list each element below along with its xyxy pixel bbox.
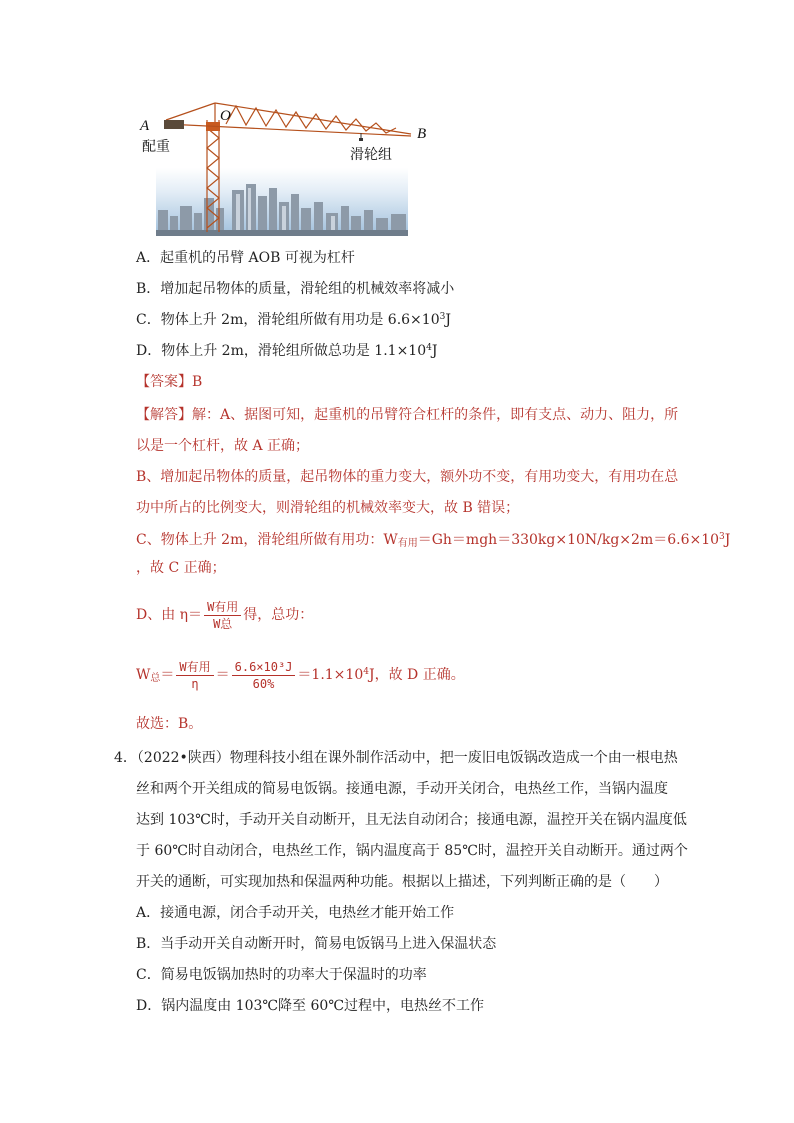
q3-option-c-unit: J xyxy=(445,312,451,328)
q4-option-a: A．接通电源，闭合手动开关，电热丝才能开始工作 xyxy=(136,905,455,921)
q3-option-d-exp: 4 xyxy=(426,343,432,353)
q4-stem-line5: 开关的通断，可实现加热和保温两种功能。根据以上描述，下列判断正确的是（ ） xyxy=(136,874,668,890)
formula-result-post: J，故 D 正确。 xyxy=(368,667,465,683)
q3-option-d-text: D．物体上升 2m，滑轮组所做总功是 1.1×10 xyxy=(136,343,427,359)
q4-option-d: D．锅内温度由 103℃降至 60℃过程中，电热丝不工作 xyxy=(136,998,484,1014)
q4-stem-line3: 达到 103℃时，手动开关自动断开，且无法自动闭合；接通电源，温控开关在锅内温度低 xyxy=(136,812,687,828)
label-counterweight: 配重 xyxy=(142,139,170,155)
label-pulley: 滑轮组 xyxy=(350,147,392,163)
q3-option-d-unit: J xyxy=(431,343,438,359)
analysis-a-line2: 以是一个杠杆，故 A 正确； xyxy=(136,438,310,454)
analysis-c-exp: 3 xyxy=(719,532,725,542)
conclusion: 故选：B。 xyxy=(136,716,203,732)
label-a: A xyxy=(140,118,150,134)
q3-option-b: B．增加起吊物体的质量，滑轮组的机械效率将减小 xyxy=(136,281,455,297)
q3-option-c-text: C．物体上升 2m，滑轮组所做有用功是 6.6×10 xyxy=(136,312,440,328)
q3-answer xyxy=(136,372,202,392)
formula-frac1-num: W有用 xyxy=(176,659,213,676)
total-work-formula xyxy=(136,656,465,698)
analysis-c-line1 xyxy=(136,530,730,554)
formula-frac1-den: η xyxy=(191,676,199,691)
formula-frac2-den: 60% xyxy=(252,676,275,691)
answer-tag: 【答案】 xyxy=(136,374,192,390)
crane-figure xyxy=(136,98,436,238)
analysis-b-line1: B、增加起吊物体的质量，起吊物体的重力变大，额外功不变，有用功变大，有用功在总 xyxy=(136,469,679,485)
answer-value: B xyxy=(192,374,203,390)
label-o: O xyxy=(220,108,231,124)
formula-w: W xyxy=(136,667,151,683)
label-b: B xyxy=(417,126,427,142)
analysis-tag: 【解答】 xyxy=(136,407,192,423)
analysis-b-line2: 功中所占的比例变大，则滑轮组的机械效率变大，故 B 错误； xyxy=(136,500,520,516)
q4-stem-line2: 丝和两个开关组成的简易电饭锅。接通电源，手动开关闭合，电热丝工作，当锅内温度 xyxy=(136,781,668,797)
analysis-d-post: 得，总功： xyxy=(243,607,314,623)
analysis-c-line2: ，故 C 正确； xyxy=(136,560,226,576)
formula-eq2: ＝ xyxy=(215,667,230,683)
analysis-a1: 解：A、据图可知，起重机的吊臂符合杠杆的条件，即有支点、动力、阻力，所 xyxy=(192,407,679,423)
q4-option-b: B．当手动开关自动断开时，简易电饭锅马上进入保温状态 xyxy=(136,936,497,952)
formula-result-exp: 4 xyxy=(363,667,369,677)
analysis-c-post: ＝Gh＝mgh＝330kg×10N/kg×2m＝6.6×10 xyxy=(417,532,720,548)
formula-frac2-num: 6.6×10³J xyxy=(232,659,296,676)
efficiency-denominator: W总 xyxy=(213,616,233,631)
crane-photo xyxy=(136,98,436,238)
q3-option-c xyxy=(136,310,451,330)
analysis-c-sub: 有用 xyxy=(397,538,418,549)
q4-option-c: C．简易电饭锅加热时的功率大于保温时的功率 xyxy=(136,967,427,983)
analysis-a-line1 xyxy=(136,405,678,425)
formula-eq1: ＝ xyxy=(160,667,175,683)
efficiency-numerator: W有用 xyxy=(204,599,241,616)
analysis-c-pre: C、物体上升 2m，滑轮组所做有用功：W xyxy=(136,532,398,548)
formula-w-sub: 总 xyxy=(150,673,161,684)
formula-fraction-1 xyxy=(176,659,213,692)
q4-stem-line4: 于 60℃时自动闭合，电热丝工作，锅内温度高于 85℃时，温控开关自动断开。通过两个 xyxy=(136,843,688,859)
q3-option-d xyxy=(136,341,437,361)
q3-option-c-exp: 3 xyxy=(439,312,446,322)
q3-option-a: A．起重机的吊臂 AOB 可视为杠杆 xyxy=(136,250,355,266)
analysis-d-line xyxy=(136,596,313,634)
q4-stem-line1: 4．（2022•陕西）物理科技小组在课外制作活动中，把一废旧电饭锅改造成一个由一根电热 xyxy=(114,750,678,766)
efficiency-fraction xyxy=(204,599,241,632)
analysis-c-unit: J xyxy=(724,532,731,548)
analysis-d-pre: D、由 η＝ xyxy=(136,607,203,623)
formula-result: ＝1.1×10 xyxy=(297,667,364,683)
formula-fraction-2 xyxy=(232,659,296,692)
